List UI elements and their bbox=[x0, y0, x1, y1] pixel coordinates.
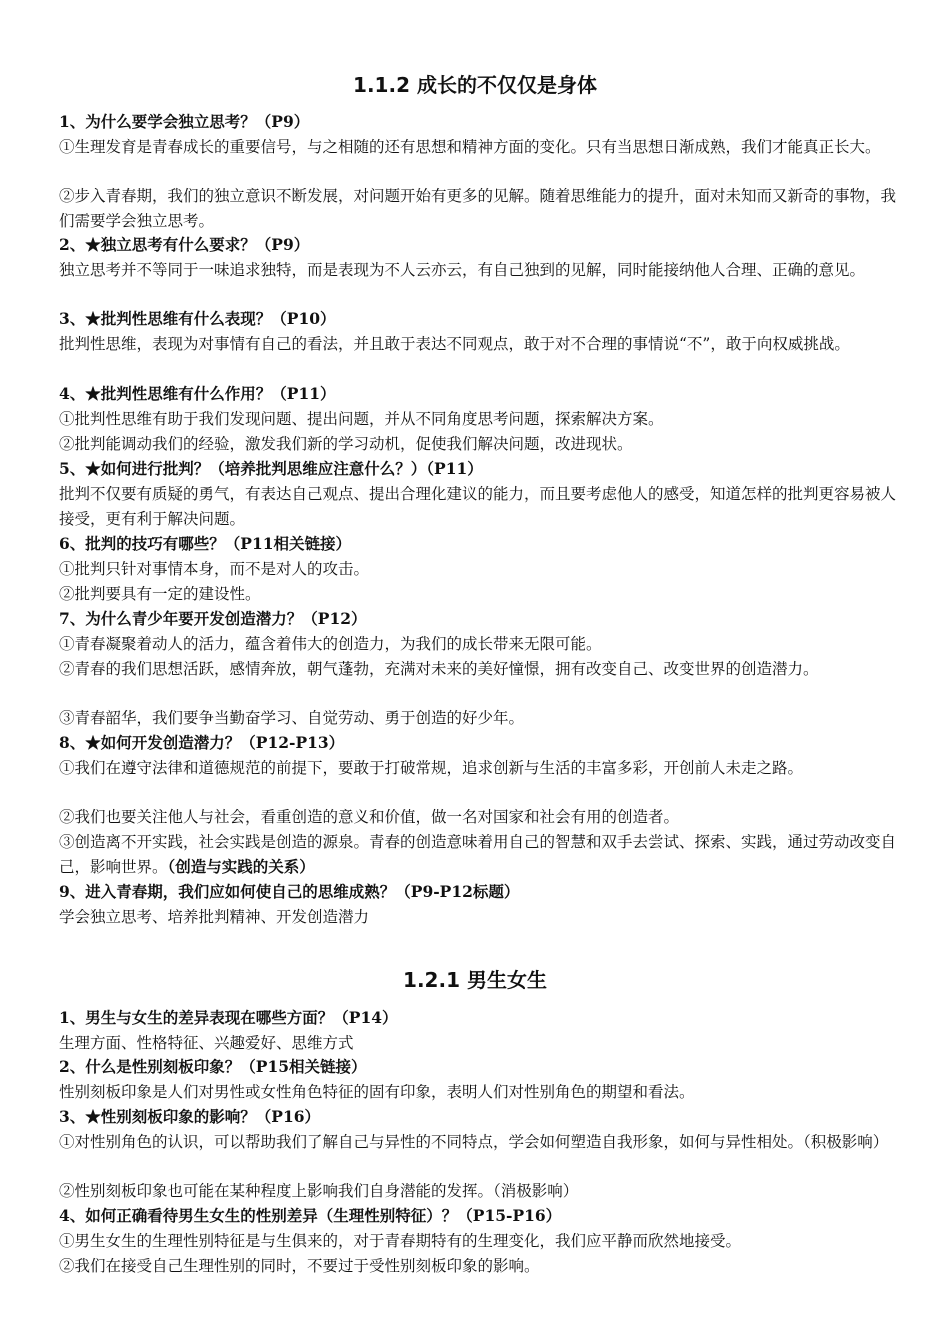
answer-paragraph: 学会独立思考、培养批判精神、开发创造潜力 bbox=[59, 908, 370, 926]
answer-paragraph: 性别刻板印象是人们对男性或女性角色特征的固有印象，表明人们对性别角色的期望和看法。 bbox=[59, 1083, 695, 1101]
question-heading: 8、★如何开发创造潜力？（P12-P13） bbox=[59, 733, 345, 752]
answer-paragraph: ①青春凝聚着动人的活力，蕴含着伟大的创造力，为我们的成长带来无限可能。 bbox=[59, 635, 602, 653]
answer-paragraph: ③青春韶华，我们要争当勤奋学习、自觉劳动、勇于创造的好少年。 bbox=[59, 709, 525, 727]
answer-paragraph: ①对性别角色的认识，可以帮助我们了解自己与异性的不同特点，学会如何塑造自我形象，如何与异性相处。（积极影响） bbox=[59, 1133, 889, 1151]
answer-text: ③创造离不开实践，社会实践是创造的源泉。青春的创造意味着用自己的智慧和双手去尝试、探索、实践，通过劳动改变自己，影响世界。 bbox=[59, 833, 897, 876]
question-heading: 4、如何正确看待男生女生的性别差异（生理性别特征）？（P15-P16） bbox=[59, 1206, 562, 1225]
answer-paragraph: ①男生女生的生理性别特征是与生俱来的，对于青春期特有的生理变化，我们应平静而欣然地接受。 bbox=[59, 1232, 742, 1250]
answer-paragraph: ②批判能调动我们的经验，激发我们新的学习动机，促使我们解决问题，改进现状。 bbox=[59, 435, 633, 453]
question-heading: 4、★批判性思维有什么作用？（P11） bbox=[59, 384, 336, 403]
question-heading: 1、为什么要学会独立思考？（P9） bbox=[59, 112, 310, 131]
question-heading: 3、★批判性思维有什么表现？（P10） bbox=[59, 309, 336, 328]
answer-paragraph: 独立思考并不等同于一味追求独特，而是表现为不人云亦云，有自己独到的见解，同时能接纳他人合理、正确的意见。 bbox=[59, 261, 866, 279]
question-heading: 7、为什么青少年要开发创造潜力？（P12） bbox=[59, 609, 367, 628]
answer-paragraph: 批判不仅要有质疑的勇气，有表达自己观点、提出合理化建议的能力，而且要考虑他人的感受，知道怎样的批判更容易被人接受，更有利于解决问题。 bbox=[59, 485, 897, 528]
question-heading: 1、男生与女生的差异表现在哪些方面？（P14） bbox=[59, 1008, 398, 1027]
answer-paragraph: 批判性思维，表现为对事情有自己的看法，并且敢于表达不同观点，敢于对不合理的事情说“不”，敢于向权威挑战。 bbox=[59, 335, 850, 353]
question-heading: 6、批判的技巧有哪些？（P11相关链接） bbox=[59, 534, 352, 553]
section-title: 1.2.1 男生女生 bbox=[403, 968, 547, 992]
section-title: 1.1.2 成长的不仅仅是身体 bbox=[353, 73, 597, 97]
answer-paragraph: ①批判性思维有助于我们发现问题、提出问题，并从不同角度思考问题，探索解决方案。 bbox=[59, 410, 664, 428]
answer-paragraph: ②我们在接受自己生理性别的同时，不要过于受性别刻板印象的影响。 bbox=[59, 1257, 540, 1275]
answer-paragraph: 生理方面、性格特征、兴趣爱好、思维方式 bbox=[59, 1034, 354, 1052]
question-heading: 3、★性别刻板印象的影响？（P16） bbox=[59, 1107, 321, 1126]
answer-paragraph: ②性别刻板印象也可能在某种程度上影响我们自身潜能的发挥。（消极影响） bbox=[59, 1182, 579, 1200]
answer-paragraph: ②批判要具有一定的建设性。 bbox=[59, 585, 261, 603]
question-heading: 2、什么是性别刻板印象？（P15相关链接） bbox=[59, 1057, 367, 1076]
answer-paragraph: ②青春的我们思想活跃，感情奔放，朝气蓬勃，充满对未来的美好憧憬，拥有改变自己、改变世界的创造潜力。 bbox=[59, 660, 819, 678]
answer-paragraph: ②我们也要关注他人与社会，看重创造的意义和价值，做一名对国家和社会有用的创造者。 bbox=[59, 808, 680, 826]
answer-paragraph: ②步入青春期，我们的独立意识不断发展，对问题开始有更多的见解。随着思维能力的提升，面对未知而又新奇的事物，我们需要学会独立思考。 bbox=[59, 187, 897, 230]
question-heading: 2、★独立思考有什么要求？（P9） bbox=[59, 235, 310, 254]
answer-note: （创造与实践的关系） bbox=[167, 856, 315, 876]
answer-paragraph: ①我们在遵守法律和道德规范的前提下，要敢于打破常规，追求创新与生活的丰富多彩，开创前人未走之路。 bbox=[59, 759, 804, 777]
answer-paragraph: ①生理发育是青春成长的重要信号，与之相随的还有思想和精神方面的变化。只有当思想日渐成熟，我们才能真正长大。 bbox=[59, 138, 881, 156]
answer-paragraph bbox=[59, 830, 911, 879]
answer-paragraph: ①批判只针对事情本身，而不是对人的攻击。 bbox=[59, 560, 370, 578]
question-heading: 9、进入青春期，我们应如何使自己的思维成熟？（P9-P12标题） bbox=[59, 882, 520, 901]
question-heading: 5、★如何进行批判？（培养批判思维应注意什么？）（P11） bbox=[59, 459, 483, 478]
